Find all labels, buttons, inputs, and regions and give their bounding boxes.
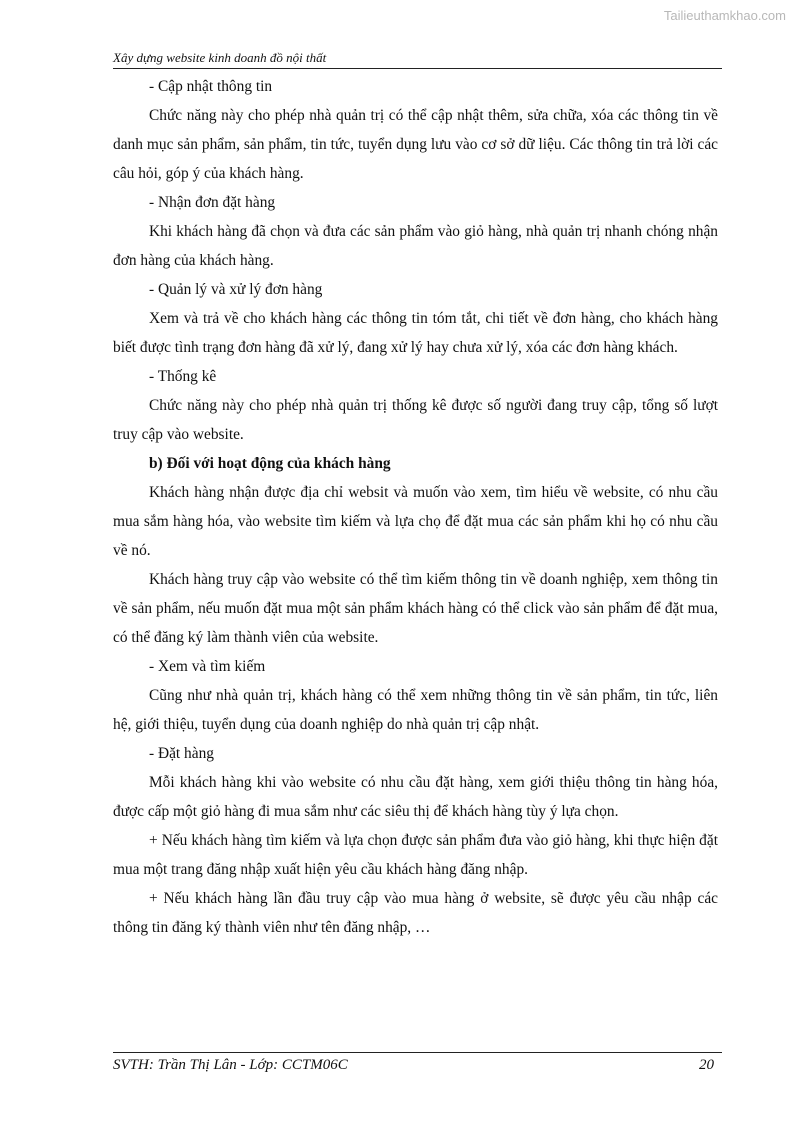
watermark: Tailieuthamkhao.com	[663, 8, 786, 23]
body-paragraph: Xem và trả về cho khách hàng các thông tin tóm tắt, chi tiết về đơn hàng, cho khách hàng biết được tình trạng đơn hàng đã xử lý, đang xử lý hay chưa xử lý, xóa các đơn hàng khách.	[113, 310, 718, 356]
footer-author: SVTH: Trần Thị Lân - Lớp: CCTM06C	[113, 1057, 348, 1073]
bullet-item: - Quản lý và xử lý đơn hàng	[149, 281, 323, 298]
body-paragraph: Mỗi khách hàng khi vào website có nhu cầu đặt hàng, xem giới thiệu thông tin hàng hóa, được cấp một giỏ hàng đi mua sắm như các siêu thị để khách hàng tùy ý lựa chọn.	[113, 774, 718, 820]
body-paragraph: Chức năng này cho phép nhà quản trị thống kê được số người đang truy cập, tổng số lượt truy cập vào website.	[113, 397, 718, 443]
bullet-item: - Xem và tìm kiếm	[149, 658, 266, 675]
page-number: 20	[699, 1057, 714, 1073]
body-paragraph: + Nếu khách hàng tìm kiếm và lựa chọn được sản phẩm đưa vào giỏ hàng, khi thực hiện đặt mua một trang đăng nhập xuất hiện yêu cầu khách hàng đăng nhập.	[113, 832, 718, 878]
body-paragraph: Cũng như nhà quản trị, khách hàng có thể xem những thông tin về sản phẩm, tin tức, liên hệ, giới thiệu, tuyển dụng của doanh nghiệp do nhà quản trị cập nhật.	[113, 687, 718, 733]
body-paragraph: Chức năng này cho phép nhà quản trị có thể cập nhật thêm, sửa chữa, xóa các thông tin về danh mục sản phẩm, sản phẩm, tin tức, tuyển dụng lưu vào cơ sở dữ liệu. Các thông tin trả lời các câu hỏi, góp ý của khách hàng.	[113, 107, 718, 182]
bullet-item: - Thống kê	[149, 368, 217, 385]
page-footer	[113, 1052, 722, 1074]
body-paragraph: Khi khách hàng đã chọn và đưa các sản phẩm vào giỏ hàng, nhà quản trị nhanh chóng nhận đơn hàng của khách hàng.	[113, 223, 718, 269]
bullet-item: - Cập nhật thông tin	[149, 78, 273, 95]
body-paragraph: + Nếu khách hàng lần đầu truy cập vào mua hàng ở website, sẽ được yêu cầu nhập các thông tin đăng ký thành viên như tên đăng nhập, …	[113, 890, 718, 936]
section-heading: b) Đối với hoạt động của khách hàng	[149, 455, 391, 472]
bullet-item: - Đặt hàng	[149, 745, 214, 762]
page-content	[113, 72, 718, 942]
bullet-item: - Nhận đơn đặt hàng	[149, 194, 276, 211]
page-header: Xây dựng website kinh doanh đồ nội thất	[113, 50, 722, 69]
body-paragraph: Khách hàng nhận được địa chỉ websit và muốn vào xem, tìm hiểu về website, có nhu cầu mua sắm hàng hóa, vào website tìm kiếm và lựa chọ để đặt mua các sản phẩm khi họ có nhu cầu về nó.	[113, 484, 718, 559]
body-paragraph: Khách hàng truy cập vào website có thể tìm kiếm thông tin về doanh nghiệp, xem thông tin về sản phẩm, nếu muốn đặt mua một sản phẩm khách hàng có thể click vào sản phẩm để đặt mua, có thể đăng ký làm thành viên của website.	[113, 571, 718, 646]
